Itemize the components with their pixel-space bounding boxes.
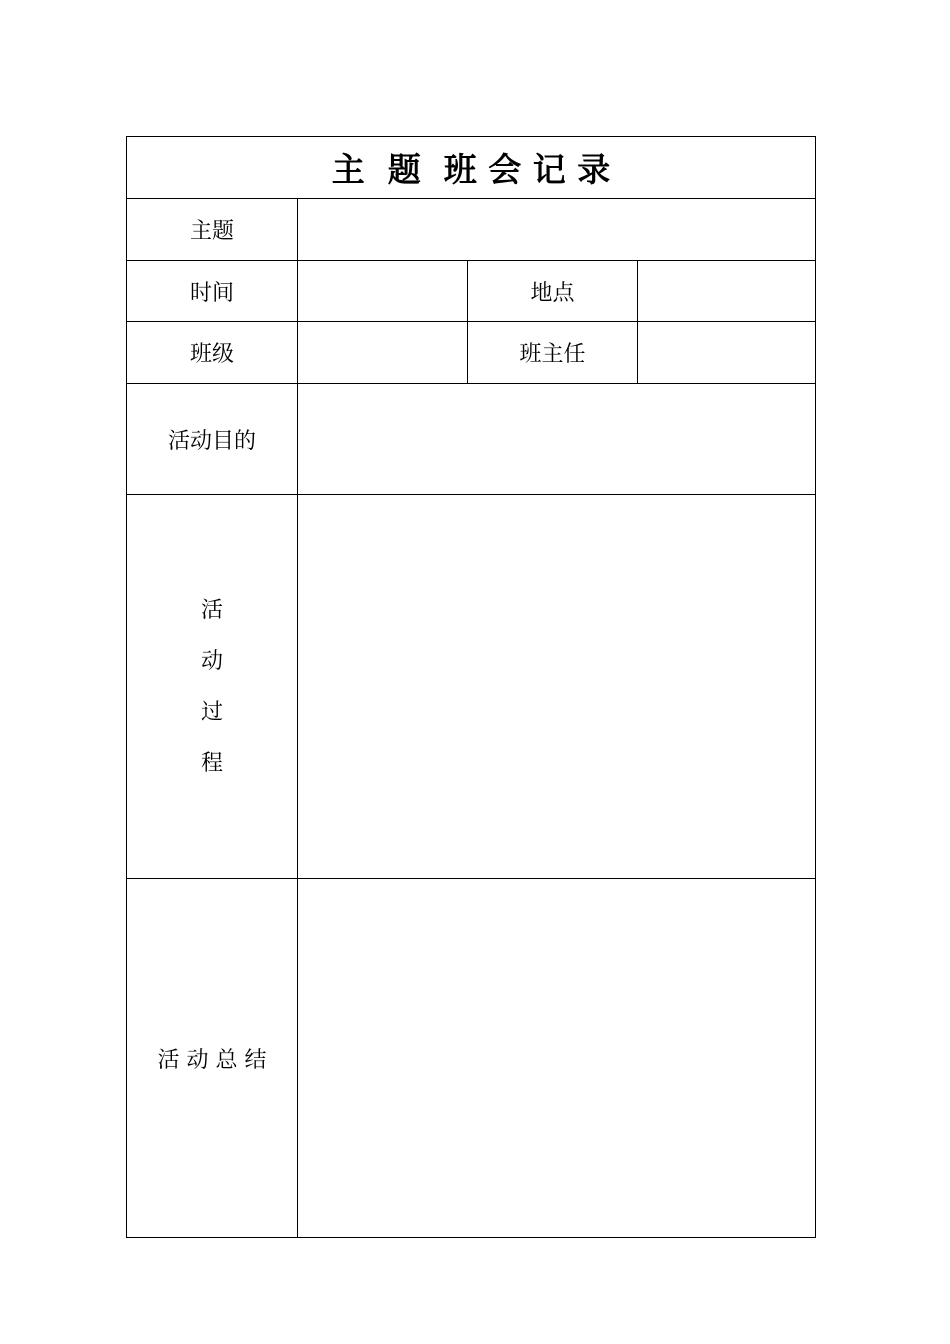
form-title: 主 题 班 会 记 录 — [331, 150, 611, 189]
topic-label: 主题 — [127, 199, 298, 260]
time-place-row — [127, 261, 815, 322]
form-title-cell — [127, 137, 815, 198]
class-meeting-record-form — [126, 136, 816, 1238]
process-label-char: 动 — [200, 648, 223, 674]
process-label — [127, 495, 298, 878]
purpose-label: 活动目的 — [127, 384, 298, 494]
teacher-label: 班主任 — [468, 322, 638, 383]
time-value-field[interactable] — [298, 261, 468, 321]
purpose-row — [127, 384, 815, 495]
summary-label-text: 活 动 总 结 — [157, 1047, 267, 1073]
process-label-char: 活 — [200, 597, 223, 623]
process-label-char: 过 — [200, 699, 223, 725]
summary-value-field[interactable] — [298, 879, 815, 1237]
teacher-value-field[interactable] — [638, 322, 815, 383]
topic-value-field[interactable] — [298, 199, 815, 260]
process-label-char: 程 — [200, 750, 223, 776]
time-label: 时间 — [127, 261, 298, 321]
summary-label — [127, 879, 298, 1237]
summary-row — [127, 879, 815, 1237]
purpose-value-field[interactable] — [298, 384, 815, 494]
process-value-field[interactable] — [298, 495, 815, 878]
topic-row — [127, 199, 815, 261]
class-teacher-row — [127, 322, 815, 384]
form-title-row — [127, 137, 815, 199]
class-label: 班级 — [127, 322, 298, 383]
place-label: 地点 — [468, 261, 638, 321]
process-row — [127, 495, 815, 879]
class-value-field[interactable] — [298, 322, 468, 383]
place-value-field[interactable] — [638, 261, 815, 321]
